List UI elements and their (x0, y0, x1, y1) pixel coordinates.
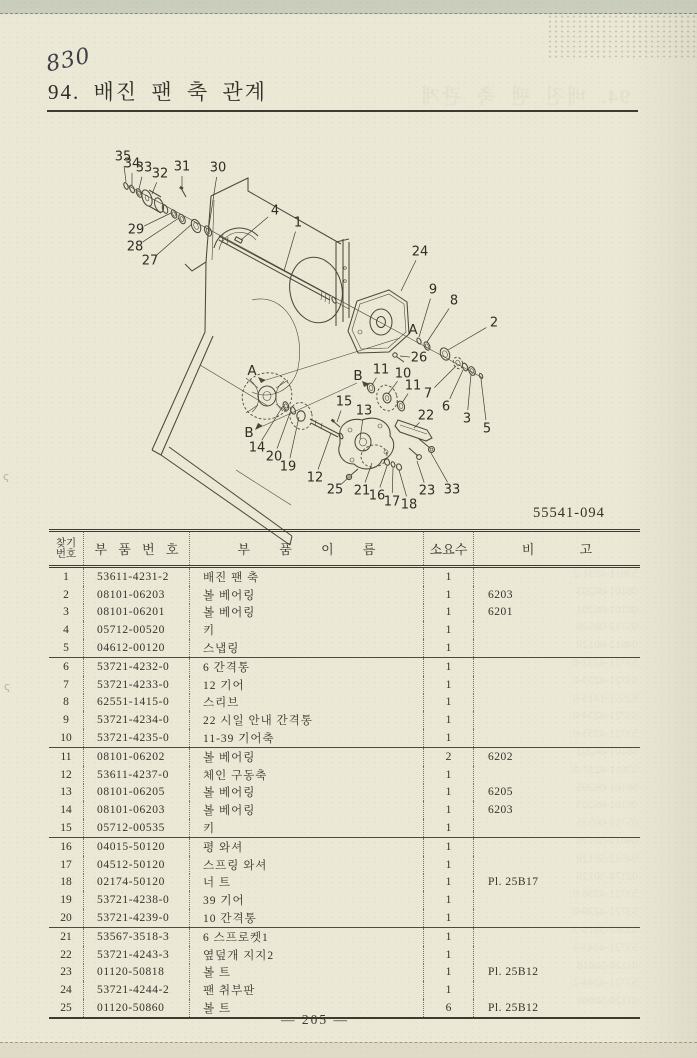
section-label: B (244, 425, 254, 441)
cell-ref: 7 (63, 678, 69, 691)
leader-line (434, 366, 456, 388)
cell-part_number: 53567-3518-3 (83, 928, 189, 946)
cell-remarks (473, 946, 640, 964)
header-part-name: 부 품 이 름 (189, 532, 423, 565)
leader-line (450, 370, 463, 399)
cell-part_number: 05712-00535 (83, 819, 189, 837)
callout-label: 14 (248, 440, 266, 456)
leader-line (365, 463, 372, 483)
cell-remarks: 6202 (473, 748, 640, 766)
cell-qty: 1 (423, 586, 473, 604)
bleed-through-line: 53721-4243-3 (572, 941, 638, 954)
cell-remarks (473, 621, 640, 639)
callout-label: 32 (151, 166, 169, 182)
callout-label: 33 (135, 160, 153, 176)
leader-line (400, 356, 410, 357)
cell-remarks (473, 819, 640, 837)
bleed-through-line: 01120-50860 (577, 995, 638, 1008)
table-row (49, 928, 640, 946)
cell-remarks (473, 694, 640, 712)
leader-line (262, 406, 283, 440)
cell-remarks (473, 856, 640, 874)
cell-part_name: 볼 베어링 (189, 586, 423, 604)
bleed-through-line: 62551-1415-0 (572, 692, 638, 705)
cell-part_name: 스프링 와셔 (189, 856, 423, 874)
callout-label: 11 (372, 362, 390, 378)
table-row (49, 586, 640, 604)
cell-part_name: 배진 팬 축 (189, 568, 423, 586)
cell-ref: 22 (60, 948, 72, 961)
cell-part_name: 옆덮개 지지2 (189, 946, 423, 964)
cell-part_name: 볼 베어링 (189, 801, 423, 819)
table-row (49, 604, 640, 622)
cell-qty: 1 (423, 874, 473, 892)
leader-line (419, 299, 430, 337)
table-row (49, 711, 640, 729)
table-row (49, 838, 640, 856)
cell-remarks (473, 711, 640, 729)
bleed-through-line: 04015-50120 (576, 834, 638, 847)
page-number: — 205 — (281, 1012, 349, 1027)
section-label: A (247, 363, 257, 379)
callout-label: 2 (489, 315, 499, 331)
cell-qty: 1 (423, 639, 473, 657)
binding-mark: ς (3, 470, 10, 483)
cell-ref: 15 (60, 822, 72, 835)
table-row (49, 568, 640, 586)
leader-line (144, 213, 171, 226)
cell-ref: 14 (60, 804, 72, 817)
cell-ref: 25 (60, 1002, 72, 1015)
callout-label: 6 (441, 399, 451, 415)
cell-ref: 9 (63, 714, 69, 727)
table-row (49, 964, 640, 982)
header-ref-line1: 찾기 (55, 537, 77, 549)
cell-ref: 18 (60, 876, 72, 889)
cell-part_name: 6 간격통 (189, 658, 423, 676)
section-label: B (353, 368, 363, 384)
cell-remarks: Pl. 25B12 (473, 964, 640, 982)
callout-label: 22 (417, 408, 435, 424)
cell-ref: 5 (63, 642, 69, 655)
cell-remarks: 6203 (473, 586, 640, 604)
callout-label: 27 (141, 253, 159, 269)
leader-line (431, 453, 448, 482)
table-row (49, 801, 640, 819)
cell-qty: 1 (423, 801, 473, 819)
leader-line (468, 374, 471, 410)
cell-ref: 21 (60, 930, 72, 943)
callout-label: 30 (209, 160, 227, 176)
cell-qty: 1 (423, 711, 473, 729)
callout-label: 19 (279, 459, 297, 475)
leader-line (143, 218, 179, 242)
cell-ref: 13 (60, 786, 72, 799)
cell-part_number: 05712-00520 (83, 621, 189, 639)
callout-label: 26 (410, 350, 428, 366)
bleed-through-line: 53721-4238-0 (572, 888, 638, 901)
cell-part_number: 53721-4244-2 (83, 981, 189, 999)
page-title: 94. 배진 팬 축 관계 (48, 80, 267, 104)
cell-remarks: 6205 (473, 784, 640, 802)
cell-part_number: 08101-06203 (83, 586, 189, 604)
callout-label: 11 (404, 378, 422, 394)
cell-part_number: 53721-4239-0 (83, 909, 189, 927)
callout-label: 18 (400, 497, 418, 513)
leader-line (399, 470, 407, 496)
cell-part_name: 39 기어 (189, 891, 423, 909)
cell-ref: 12 (60, 768, 72, 781)
cell-part_name: 키 (189, 621, 423, 639)
leader-line (360, 420, 363, 439)
cell-ref: 23 (60, 966, 72, 979)
cell-remarks (473, 676, 640, 694)
header-ref-line2: 번호 (55, 548, 77, 560)
cell-part_number: 62551-1415-0 (83, 694, 189, 712)
cell-qty: 1 (423, 694, 473, 712)
leader-line (448, 328, 486, 350)
cell-qty: 1 (423, 856, 473, 874)
cell-qty: 1 (423, 676, 473, 694)
cell-part_number: 01120-50818 (83, 964, 189, 982)
callout-label: 3 (462, 411, 472, 427)
cell-remarks (473, 568, 640, 586)
cell-remarks (473, 658, 640, 676)
cell-ref: 24 (60, 984, 72, 997)
bleed-through-line: 08101-06203 (576, 799, 638, 812)
cell-qty: 1 (423, 981, 473, 999)
table-row (49, 639, 640, 658)
callout-label: 15 (335, 394, 353, 410)
leader-line (152, 182, 157, 194)
bleed-through-line: 53611-4231-2 (573, 568, 638, 580)
table-row (49, 748, 640, 766)
bleed-through-line: 02174-50120 (576, 870, 638, 883)
bleed-through-line: 53721-4233-0 (572, 674, 638, 687)
leader-line (481, 379, 486, 420)
cell-qty: 1 (423, 946, 473, 964)
table-row (49, 856, 640, 874)
leader-line (388, 381, 398, 394)
parts-table (49, 529, 640, 1019)
bleed-through-line: 05712-00520 (576, 621, 638, 634)
table-row (49, 909, 640, 928)
cell-part_name: 12 기어 (189, 676, 423, 694)
cell-part_name: 스냅링 (189, 639, 423, 657)
callout-label: 28 (126, 239, 144, 255)
cell-part_number: 08101-06203 (83, 801, 189, 819)
table-row (49, 784, 640, 802)
callout-label: 8 (449, 293, 459, 309)
cell-qty: 1 (423, 819, 473, 837)
cell-qty: 1 (423, 784, 473, 802)
bleed-through-line: 53721-4244-2 (572, 977, 638, 990)
table-row (49, 819, 640, 838)
table-row (49, 766, 640, 784)
callout-label: 5 (482, 421, 492, 437)
callout-label: 25 (326, 482, 344, 498)
leader-line (372, 378, 376, 385)
cell-remarks (473, 981, 640, 999)
cell-remarks (473, 891, 640, 909)
cell-part_number: 53721-4232-0 (83, 658, 189, 676)
cell-qty: 1 (423, 658, 473, 676)
bleed-through-line: 53611-4237-0 (573, 763, 638, 776)
callout-label: 29 (127, 222, 145, 238)
cell-part_number: 53611-4237-0 (83, 766, 189, 784)
bleed-through-line: 01120-50818 (577, 959, 638, 972)
leader-line (427, 309, 449, 342)
cell-ref: 4 (63, 624, 69, 637)
cell-ref: 2 (63, 588, 69, 601)
cell-qty: 2 (423, 748, 473, 766)
cell-part_name: 너 트 (189, 874, 423, 892)
section-label: A (408, 322, 418, 338)
callout-label: 10 (394, 366, 412, 382)
cell-part_number: 04512-50120 (83, 856, 189, 874)
leader-line (284, 232, 295, 271)
header-qty: 소요수 (423, 532, 473, 565)
cell-qty: 1 (423, 964, 473, 982)
binding-mark: ς (4, 680, 11, 693)
header-part-number: 부 품 번 호 (83, 532, 189, 565)
bleed-through-line: 05712-00535 (576, 817, 638, 830)
cell-part_name: 볼 트 (189, 999, 423, 1017)
cell-part_name: 10 간격통 (189, 909, 423, 927)
header-ref (49, 532, 83, 565)
cell-part_name: 팬 취부판 (189, 981, 423, 999)
cell-qty: 1 (423, 621, 473, 639)
cell-part_number: 53611-4231-2 (83, 568, 189, 586)
cell-part_number: 08101-06205 (83, 784, 189, 802)
cell-ref: 6 (63, 660, 69, 673)
cell-part_name: 키 (189, 819, 423, 837)
table-row (49, 946, 640, 964)
handwritten-note: 830 (43, 43, 94, 78)
cell-part_number: 02174-50120 (83, 874, 189, 892)
cell-part_name: 스리브 (189, 694, 423, 712)
cell-part_name: 볼 베어링 (189, 748, 423, 766)
cell-qty: 6 (423, 999, 473, 1017)
bleed-through-line: 53721-4235-0 (572, 728, 638, 741)
cell-part_name: 볼 트 (189, 964, 423, 982)
cell-ref: 16 (60, 840, 72, 853)
cell-part_number: 08101-06202 (83, 748, 189, 766)
cell-part_name: 평 와셔 (189, 838, 423, 856)
cell-ref: 20 (60, 912, 72, 925)
cell-part_number: 01120-50860 (83, 999, 189, 1017)
cell-part_name: 체인 구동축 (189, 766, 423, 784)
cell-remarks (473, 766, 640, 784)
leader-line (402, 394, 408, 403)
bleed-through-line: 08101-06202 (576, 745, 638, 758)
bleed-through-line: 08101-06201 (576, 603, 638, 616)
parts-table-body (49, 568, 640, 1017)
callout-label: 31 (173, 159, 191, 175)
cell-qty: 1 (423, 909, 473, 927)
cell-part_name: 볼 베어링 (189, 784, 423, 802)
table-row (49, 676, 640, 694)
cell-part_number: 04612-00120 (83, 639, 189, 657)
leader-line (392, 468, 393, 493)
leader-line (157, 224, 192, 255)
bleed-through-line: 04612-00120 (576, 639, 638, 652)
cell-ref: 17 (60, 858, 72, 871)
callout-label: 20 (265, 449, 283, 465)
cell-part_number: 53721-4238-0 (83, 891, 189, 909)
cell-part_number: 53721-4243-3 (83, 946, 189, 964)
leader-line (380, 466, 387, 487)
callout-label: 4 (270, 203, 280, 219)
bleed-through-line: 53721-4234-0 (572, 710, 638, 723)
callout-label: 7 (423, 386, 433, 402)
bleed-through-line: 53721-4239-0 (572, 906, 638, 919)
callout-label: 17 (383, 494, 401, 510)
cell-remarks (473, 909, 640, 927)
bleed-through-line: 53721-4232-0 (572, 656, 638, 669)
cell-remarks: Pl. 25B17 (473, 874, 640, 892)
callout-label: 34 (123, 156, 141, 172)
cell-part_number: 53721-4233-0 (83, 676, 189, 694)
table-row (49, 891, 640, 909)
cell-remarks: 6203 (473, 801, 640, 819)
leader-line (139, 177, 142, 189)
callout-label: 21 (353, 483, 371, 499)
cell-ref: 3 (63, 606, 69, 619)
cell-qty: 1 (423, 838, 473, 856)
cell-ref: 10 (60, 732, 72, 745)
cell-remarks: 6201 (473, 604, 640, 622)
bleed-through-line: 04512-50120 (576, 852, 638, 865)
cell-part_name: 22 시일 안내 간격통 (189, 711, 423, 729)
cell-part_number: 53721-4234-0 (83, 711, 189, 729)
table-row (49, 874, 640, 892)
cell-qty: 1 (423, 891, 473, 909)
table-row (49, 658, 640, 676)
bleed-through-line: 53567-3518-3 (572, 923, 638, 936)
diagram-callouts (115, 150, 498, 513)
bleed-through-line: 08101-06203 (576, 585, 638, 598)
callout-label: 23 (418, 483, 436, 499)
cell-qty: 1 (423, 766, 473, 784)
leader-line (401, 260, 416, 291)
leader-line (318, 433, 331, 470)
table-header (49, 532, 640, 568)
cell-qty: 1 (423, 604, 473, 622)
leader-line (290, 417, 299, 458)
callout-label: 24 (411, 244, 429, 260)
cell-part_name: 볼 베어링 (189, 604, 423, 622)
cell-part_number: 04015-50120 (83, 838, 189, 856)
cell-remarks (473, 838, 640, 856)
bleed-through-line: 08101-06205 (576, 781, 638, 794)
table-row (49, 694, 640, 712)
callout-label: 9 (428, 282, 438, 298)
cell-qty: 1 (423, 568, 473, 586)
cell-remarks (473, 729, 640, 747)
cell-remarks (473, 928, 640, 946)
cell-qty: 1 (423, 729, 473, 747)
cell-ref: 19 (60, 894, 72, 907)
header-remarks: 비 고 (473, 532, 640, 565)
cell-part_number: 53721-4235-0 (83, 729, 189, 747)
cell-part_number: 08101-06201 (83, 604, 189, 622)
cell-ref: 1 (63, 570, 69, 583)
leader-line (277, 410, 291, 449)
table-row (49, 981, 640, 999)
cell-remarks: Pl. 25B12 (473, 999, 640, 1017)
figure-code: 55541-094 (533, 505, 605, 521)
cell-ref: 11 (60, 750, 72, 763)
cell-qty: 1 (423, 928, 473, 946)
leader-line (417, 461, 424, 482)
cell-remarks (473, 639, 640, 657)
leader-line (337, 410, 341, 422)
callout-label: 35 (114, 149, 132, 165)
cell-part_name: 6 스프로켓1 (189, 928, 423, 946)
callout-label: 13 (355, 403, 373, 419)
callout-label: 33 (443, 482, 461, 498)
table-row (49, 621, 640, 639)
bleed-through-title: 94. 배진 팬 축 관계 (419, 86, 630, 108)
callout-label: 12 (306, 470, 324, 486)
callout-label: 16 (368, 488, 386, 504)
cell-ref: 8 (63, 696, 69, 709)
callout-label: 1 (293, 215, 303, 231)
cell-part_name: 11-39 기어축 (189, 729, 423, 747)
table-row (49, 729, 640, 748)
